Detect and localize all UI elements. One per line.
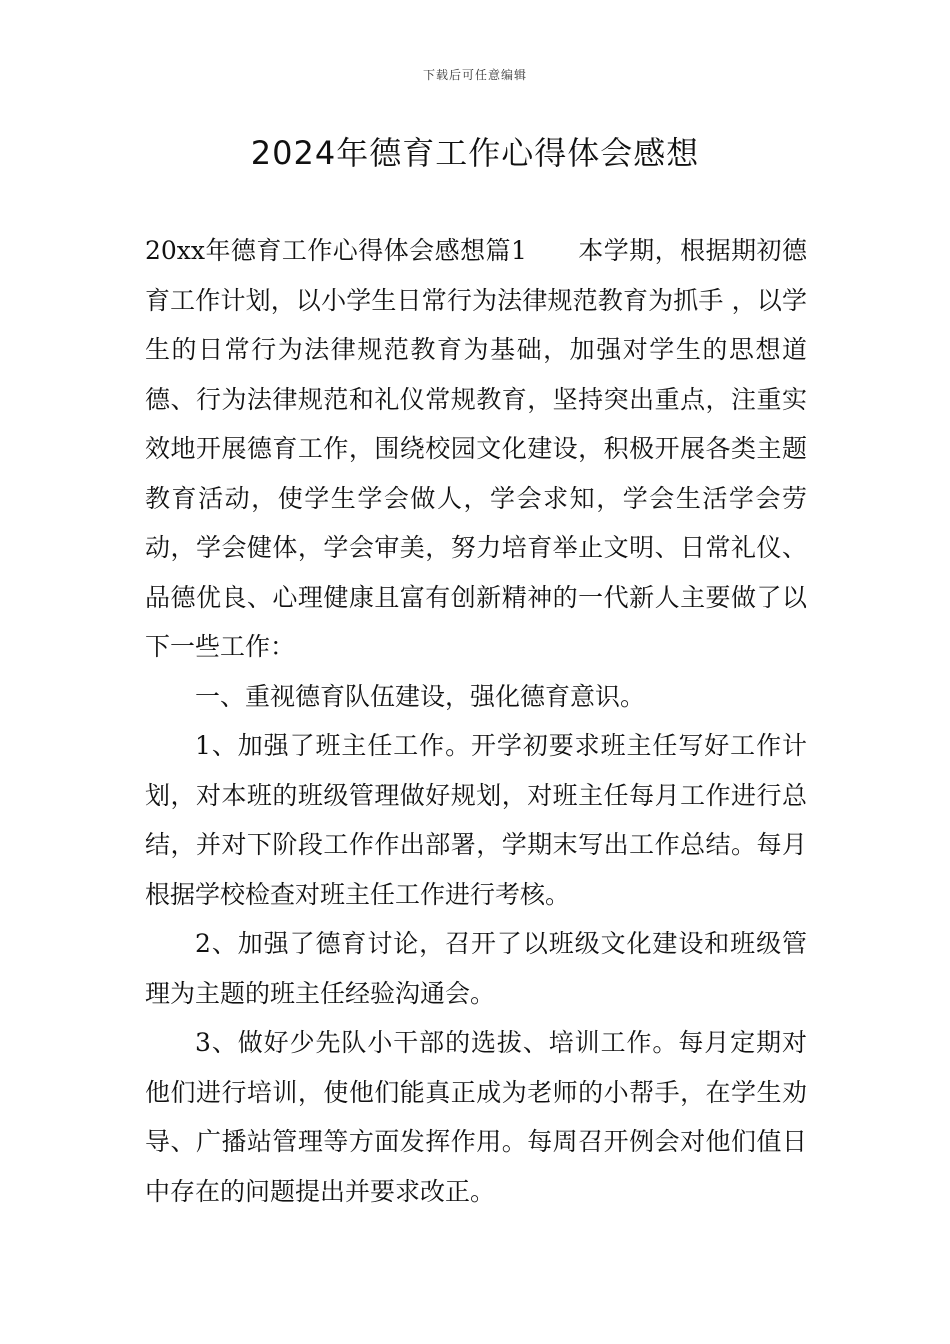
paragraph-item-2: 2、加强了德育讨论，召开了以班级文化建设和班级管理为主题的班主任经验沟通会。 <box>145 929 807 1008</box>
document-body <box>145 226 807 1216</box>
header-note: 下载后可任意编辑 <box>422 68 527 82</box>
paragraph-item-3: 3、做好少先队小干部的选拔、培训工作。每月定期对他们进行培训，使他们能真正成为老师的小帮手，在学生劝导、广播站管理等方面发挥作用。每周召开例会对他们值日中存在的问题提出并要求改正。 <box>145 1028 807 1206</box>
paragraph-section-heading: 一、重视德育队伍建设，强化德育意识。 <box>195 681 646 711</box>
paragraph-intro: 20xx年德育工作心得体会感想篇1 本学期，根据期初德育工作计划，以小学生日常行为法律规范教育为抓手 ，以学生的日常行为法律规范教育为基础，加强对学生的思想道德、行为法律规范和礼仪常规教育，坚持突出重点，注重实效地开展德育工作，围绕校园文化建设，积极开展各类主题教育活动，使学生学会做人，学会求知，学会生活学会劳动，学会健体，学会审美，努力培育举止文明、日常礼仪、品德优良、心理健康且富有创新精神的一代新人主要做了以下一些工作： <box>145 236 807 661</box>
document-title: 2024年德育工作心得体会感想 <box>250 134 700 172</box>
paragraph-item-1: 1、加强了班主任工作。开学初要求班主任写好工作计划，对本班的班级管理做好规划，对班主任每月工作进行总结，并对下阶段工作作出部署，学期末写出工作总结。每月根据学校检查对班主任工作进行考核。 <box>145 731 807 909</box>
